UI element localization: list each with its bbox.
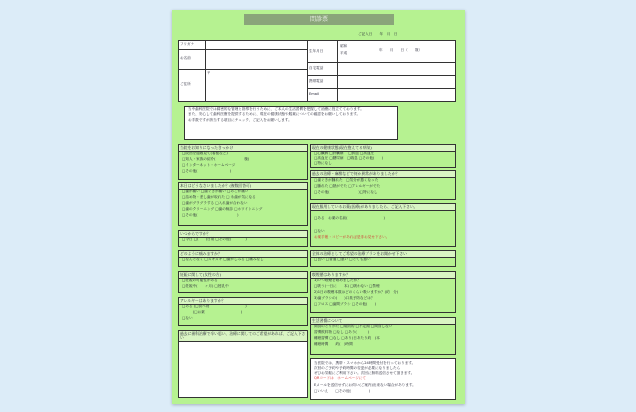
option-line[interactable]: □心臓病 □肝臓病 □貧血 □高血圧 xyxy=(314,151,375,155)
section-title: 全体の治療としてご希望の治療プランをお聞かせ下さい xyxy=(311,251,455,258)
postal-mark: 〒 xyxy=(207,71,211,75)
home-phone-field[interactable] xyxy=(337,62,456,76)
email-label-cell xyxy=(307,88,338,102)
option-line[interactable]: □歯が痛い □歯ぐきが痛い □あごが痛い xyxy=(182,189,249,193)
mobile-field[interactable] xyxy=(337,75,456,89)
option-line[interactable]: □なんとなく □ズキズキ □歯がしみる □痛みなし xyxy=(182,257,264,261)
option-line[interactable]: 習慣飲料物 □なし □あり( ) xyxy=(314,330,370,334)
note-line: 次回のご予約や予約時間の変更が必要になりましたら xyxy=(314,366,401,370)
section-past-experience[interactable] xyxy=(178,330,308,398)
option-line[interactable]: □特になし xyxy=(314,161,332,165)
section-referral xyxy=(178,144,308,180)
section-treatment-plan xyxy=(310,250,456,267)
address-label: ご住所 xyxy=(180,82,191,86)
option-line[interactable]: □ない xyxy=(182,316,193,320)
option-line[interactable]: □妊娠中( ヶ月) □授乳中 xyxy=(182,284,229,288)
mobile-label: 携帯電話 xyxy=(309,79,324,83)
address-field[interactable] xyxy=(205,69,308,102)
note-line: QRコードは ホームページにて xyxy=(314,376,366,380)
section-health xyxy=(310,144,456,168)
option-line[interactable]: 睡眠習慣 □なし □あり(日あたり約 )本 xyxy=(314,336,380,340)
option-line[interactable]: □インターネット・ホームページ xyxy=(182,163,236,167)
furigana-label: フリガナ xyxy=(180,42,195,46)
option-line[interactable]: □良い □普通 □悪い □とても悪い xyxy=(314,257,371,261)
option-line[interactable]: □院回を通販見て(看板など) xyxy=(182,151,228,155)
option-line[interactable]: □ある お薬の名前( ) xyxy=(314,216,385,220)
notice-line: また、安心して歯科医療を提供するために、現在の健康状態や服薬についての確認をお願いしております。 xyxy=(188,112,361,117)
email-field[interactable] xyxy=(337,88,456,102)
option-line[interactable]: 3)歯ブラシの( )口臭予防などは？ xyxy=(314,296,375,300)
section-allergy xyxy=(178,297,308,326)
option-line[interactable]: □ない xyxy=(314,229,325,233)
dob-field[interactable] xyxy=(337,41,456,63)
option-line[interactable]: □ある (□食べ物 ) xyxy=(182,304,247,308)
option-line[interactable]: 1)いつ喫煙を始めましたか？ xyxy=(314,278,361,282)
form-title: 問診票 xyxy=(244,14,394,25)
option-line[interactable]: □高血圧 □糖尿病 □喘息 □その他( ) xyxy=(314,156,383,160)
section-smoking xyxy=(310,271,456,313)
section-title: 妊娠に関して(女性の方) xyxy=(179,272,307,279)
name-field[interactable] xyxy=(205,49,308,70)
option-line[interactable]: □腫れた □熱がでた □アレルギーがでた xyxy=(314,184,381,188)
section-past-reaction xyxy=(310,170,456,200)
address-label-cell xyxy=(179,69,206,102)
option-line[interactable]: □その他( ) xyxy=(182,213,239,217)
option-line[interactable]: 2)1日の喫煙本数はどのくらい吸いますか？(約 分) xyxy=(314,290,399,294)
notice-line: 当中歯科医院では綿密的な管理と指導を行うために、ご本人の生活習慣を把握して治療に役立てております。 xyxy=(188,107,364,111)
option-line[interactable]: 間食のとりかた □規則的 □不定期 □間食しない xyxy=(314,324,393,328)
option-line[interactable]: □妊娠の可能性がある xyxy=(182,278,218,282)
era-heisei: 平成 xyxy=(340,51,348,55)
section-title: 過去に歯科治療で辛い思い、治療に関してのご希望があれば、ご記入下さい xyxy=(179,331,307,342)
option-line[interactable]: □フロス □歯間ブラシ □その他( ) xyxy=(314,302,376,306)
dob-label: 生年月日 xyxy=(309,49,324,53)
section-title: 本日はどうなさいましたか？(複数回答可) xyxy=(179,183,307,190)
patient-info-table xyxy=(178,40,456,102)
name-label: お名前 xyxy=(180,56,191,60)
option-line[interactable]: □吸う(一日に 本) □吸わない □禁煙 xyxy=(314,284,380,288)
section-pregnancy xyxy=(178,271,308,293)
email-label: Email xyxy=(309,92,319,96)
dob-date-fields: 年 月 日（ 歳） xyxy=(379,48,423,52)
section-symptoms xyxy=(178,182,308,226)
notice-line: お手数ですが該当する項目にチェック、ご記入をお願いします。 xyxy=(188,117,292,122)
medication-note: お薬手帳・コピーがあれば是非お見せ下さい。 xyxy=(314,235,390,239)
section-title: どのように痛みますか？ xyxy=(179,251,307,258)
era-showa: 昭和 xyxy=(340,44,348,48)
name-label-cell xyxy=(179,49,206,70)
option-line[interactable]: □詰め物・差し歯が取れた □ 永歯が気になる xyxy=(182,195,256,199)
online-booking-note xyxy=(310,358,456,400)
option-line[interactable]: (□お薬 ) xyxy=(182,310,243,314)
option-line[interactable]: □歯のクリーニング □歯の検診 □ホワイトニング xyxy=(182,207,263,211)
option-line[interactable]: □今日 □( )日前 □その他( ) xyxy=(182,237,247,241)
mobile-label-cell xyxy=(307,75,338,89)
section-lifestyle xyxy=(310,317,456,355)
section-title: 生活習慣について xyxy=(311,318,455,325)
section-title: 現在服用しているお薬(医療)がありましたら、ご記入下さい。 xyxy=(311,204,455,211)
home-phone-label-cell xyxy=(307,62,338,76)
option-line[interactable]: □歯ぐきが腫れた □気分が悪くなった xyxy=(314,178,379,182)
questionnaire-sheet xyxy=(172,10,465,404)
section-title: 当院をお知りになったきっかけ xyxy=(179,145,307,152)
option-line[interactable]: □歯がグラグラする □入れ歯が合わない xyxy=(182,201,248,205)
home-phone-label: 自宅電話 xyxy=(309,66,324,70)
section-title: 現在の健康状態(現在抱えてる病気) xyxy=(311,145,455,152)
note-option-line[interactable]: □いいえ □その他( ) xyxy=(314,389,371,393)
note-line: Eメールを送信せずにお伺い(ご案内)出来ない場合があります。 xyxy=(314,383,416,387)
section-title: いつからですか？ xyxy=(179,231,307,238)
dob-label-cell xyxy=(307,41,338,63)
option-line[interactable]: □その他( )□特になし xyxy=(314,190,378,194)
option-line[interactable]: □その他( ) xyxy=(182,169,232,173)
section-title: 喫煙歴はありますか？ xyxy=(311,272,455,279)
option-line[interactable]: □知人・家族の紹介( 様) xyxy=(182,157,250,161)
section-since-when xyxy=(178,230,308,247)
notice-box xyxy=(184,106,398,140)
note-line: 当医院では、携帯・スマホから24時間受付を行っております。 xyxy=(314,361,416,365)
section-title: アレルギーはありますか？ xyxy=(179,298,307,305)
option-line[interactable]: 睡眠時間 約( )時間 xyxy=(314,342,353,346)
entry-date: ご記入日 年 月 日 xyxy=(358,32,398,36)
section-medication xyxy=(310,203,456,247)
note-line: ぜひお気軽にご利用下さい。次回に無料送信させて頂きます。 xyxy=(314,371,415,375)
section-pain-type xyxy=(178,250,308,267)
section-title: 過去の治療・麻酔などで何か異常がありましたか？ xyxy=(311,171,455,178)
